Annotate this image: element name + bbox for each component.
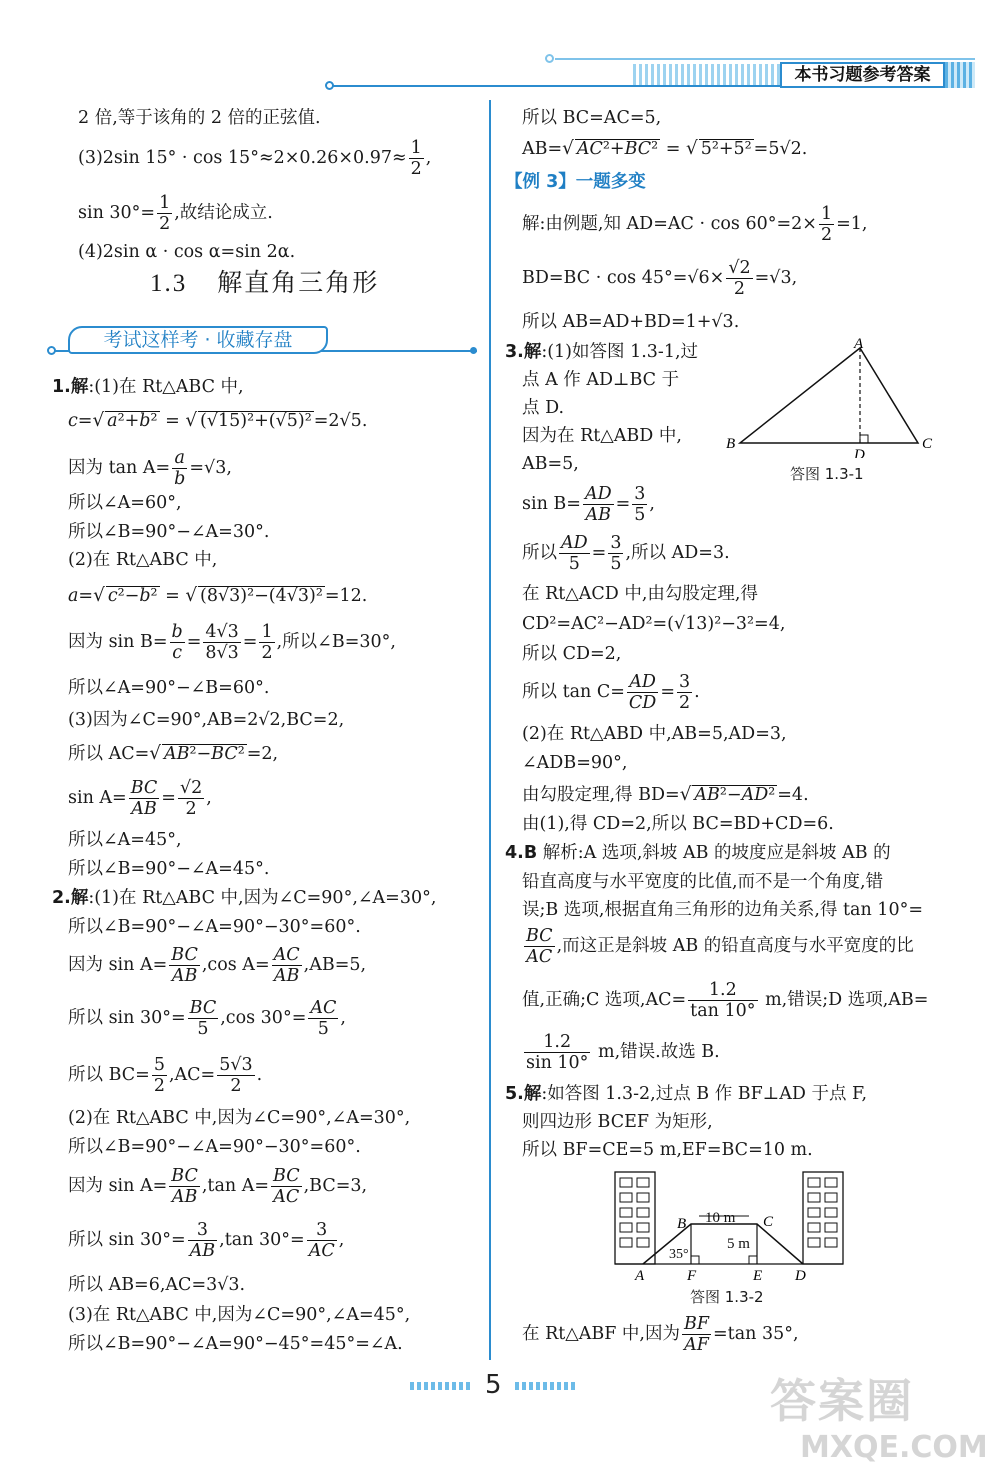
problem-2-line: 所以 sin 30°= $\frac{BC}{5}$ ,cos 30°= $\frac{AC}{5}$ , [68,998,346,1040]
text-line: 解:由例题,知 AD=AC · cos 60°=2× $\frac{1}{2}$ =1, [522,204,868,246]
label-angle: 35° [669,1247,689,1262]
right-angle-mark [860,435,868,443]
figure-caption: 答图 1.3-1 [790,465,864,483]
problem-1-line: (2)在 Rt△ABC 中, [68,550,218,570]
problem-3-line: 所以 $\frac{AD}{5}$ = $\frac{3}{5}$ ,所以 AD=3. [522,533,730,575]
text-line: (3)2sin 15° · cos 15°≈2×0.26×0.97≈ $\frac{1}{2}$ , [78,138,432,180]
problem-1-line: 所以∠A=90°−∠B=60°. [68,678,270,698]
problem-5-line: 在 Rt△ABF 中,因为 $\frac{BF}{AF}$ =tan 35°, [522,1314,799,1356]
header-title: 本书习题参考答案 [780,62,945,88]
label-c: C [763,1214,774,1230]
problem-2-line: 所以 BC= $\frac{5}{2}$ ,AC= $\frac{5√3}{2}$ . [68,1055,263,1097]
problem-4-line: $\frac{1.2}{\sin 10^\circ}$ m,错误.故选 B. [526,1032,720,1074]
problem-3-line: 3.解:(1)如答图 1.3-1,过 [505,342,699,362]
right-angle-mark [749,1256,757,1264]
slope-figure [605,1168,850,1283]
problem-3-line: 点 A 作 AD⊥BC 于 [522,370,680,390]
problem-1-line: 因为 tan A= $\frac{a}{b}$ =√3, [68,448,232,490]
problem-4-line: 值,正确;C 选项,AC= $\frac{1.2}{\tan 10^\circ}$ m,错误;D 选项,AB= [522,980,929,1022]
problem-3-line: sin B= $\frac{AD}{AB}$ = $\frac{3}{5}$ , [522,484,655,526]
label-d: D [795,1268,806,1283]
problem-3-line: 所以 tan C= $\frac{AD}{CD}$ = $\frac{3}{2}$ . [522,672,700,714]
problem-4-line: 铅直高度与水平宽度的比值,而不是一个角度,错 [522,872,884,892]
section-banner: 考试这样考 · 收藏存盘 [68,326,328,354]
problem-5-line: 则四边形 BCEF 为矩形, [522,1112,713,1132]
problem-1-line: 因为 sin B= $\frac{b}{c}$ = $\frac{4√3}{8√3}$ = $\frac{1}{2}$ ,所以∠B=30°, [68,622,396,664]
problem-3-line: (2)在 Rt△ABD 中,AB=5,AD=3, [522,724,787,744]
problem-1-line: a=√ c²−b² = √ (8√3)²−(4√3)² =12. [68,585,368,606]
problem-2-line: 所以 sin 30°= $\frac{3}{AB}$ ,tan 30°= $\frac{3}{AC}$ , [68,1220,345,1262]
problem-3-line: CD²=AC²−AD²=(√13)²−3²=4, [522,614,786,634]
windows-left [620,1178,649,1247]
label-c: C [922,436,933,452]
problem-1-line: (3)因为∠C=90°,AB=2√2,BC=2, [68,710,345,730]
page-number: 5 [485,1370,502,1400]
footer-decoration [410,1382,470,1390]
watermark-url: MXQE.COM [800,1430,988,1465]
problem-3-line: 因为在 Rt△ABD 中, [522,426,682,446]
problem-5-line: 5.解:如答图 1.3-2,过点 B 作 BF⊥AD 于点 F, [505,1084,868,1104]
problem-3-line: 所以 CD=2, [522,644,622,664]
text-line: 所以 AB=AD+BD=1+√3. [522,312,740,332]
problem-2-line: 所以∠B=90°−∠A=90°−45°=45°=∠A. [68,1334,403,1354]
problem-3-line: 由勾股定理,得 BD=√ AB²−AD² =4. [522,784,809,805]
label-b: B [726,436,736,452]
text-line: (4)2sin α · cos α=sin 2α. [78,242,296,262]
problem-2-line: 所以∠B=90°−∠A=90°−30°=60°. [68,1137,361,1157]
problem-2-line: (3)在 Rt△ABC 中,因为∠C=90°,∠A=45°, [68,1305,411,1325]
figure-caption: 答图 1.3-2 [690,1288,764,1306]
problem-1-line: 所以 AC=√ AB²−BC² =2, [68,743,279,764]
text-line: AB=√ AC²+BC² = √ 5²+5² =5√2. [522,138,808,159]
problem-4-line: $\frac{BC}{AC}$ ,而这正是斜坡 AB 的铅直高度与水平宽度的比 [526,926,914,968]
problem-3-line: 由(1),得 CD=2,所以 BC=BD+CD=6. [522,814,834,834]
problem-4-line: 4.B 解析:A 选项,斜坡 AB 的坡度应是斜坡 AB 的 [505,843,891,863]
problem-1-line: c=√ a²+b² = √ (√15)²+(√5)² =2√5. [68,410,368,431]
label-a: A [854,338,864,352]
text-line: 所以 BC=AC=5, [522,108,662,128]
windows-right [808,1178,837,1247]
problem-2-line: 2.解:(1)在 Rt△ABC 中,因为∠C=90°,∠A=30°, [52,888,437,908]
dam-profile [643,1224,803,1264]
label-a: A [635,1268,645,1283]
problem-1-line: 1.解:(1)在 Rt△ABC 中, [52,377,244,397]
problem-3-line: 在 Rt△ACD 中,由勾股定理,得 [522,584,758,604]
watermark-logo: 答案圈 [770,1374,914,1428]
problem-2-line: (2)在 Rt△ABC 中,因为∠C=90°,∠A=30°, [68,1108,411,1128]
label-top: 10 m [705,1210,736,1226]
label-d: D [854,447,865,458]
problem-3-line: 点 D. [522,398,565,418]
problem-1-line: 所以∠A=45°, [68,830,182,850]
label-e: E [753,1268,763,1283]
right-angle-mark [691,1256,699,1264]
section-title: 1.3 解直角三角形 [150,268,380,297]
triangle-shape [740,348,918,443]
triangle-figure [720,338,940,458]
problem-1-line: 所以∠B=90°−∠A=45°. [68,859,270,879]
text-line: sin 30°= $\frac{1}{2}$ ,故结论成立. [78,193,273,235]
problem-3-line: ∠ADB=90°, [522,753,628,773]
problem-4-line: 误;B 选项,根据直角三角形的边角关系,得 tan 10°= [522,900,923,920]
problem-1-line: 所以∠B=90°−∠A=30°. [68,522,270,542]
label-b: B [677,1216,687,1232]
text-line: 2 倍,等于该角的 2 倍的正弦值. [78,108,321,128]
problem-2-line: 所以∠B=90°−∠A=90°−30°=60°. [68,917,361,937]
problem-2-line: 因为 sin A= $\frac{BC}{AB}$ ,cos A= $\frac{AC}{AB}$ ,AB=5, [68,945,367,987]
text-line: BD=BC · cos 45°=√6× $\frac{√2}{2}$ =√3, [522,258,798,300]
problem-2-line: 因为 sin A= $\frac{BC}{AB}$ ,tan A= $\frac{BC}{AC}$ ,BC=3, [68,1166,368,1208]
problem-1-line: sin A= $\frac{BC}{AB}$ = $\frac{√2}{2}$ , [68,778,212,820]
problem-5-line: 所以 BF=CE=5 m,EF=BC=10 m. [522,1140,813,1160]
problem-3-line: AB=5, [522,454,579,474]
example-tag: 【例 3】一题多变 [505,172,646,192]
footer-decoration [515,1382,575,1390]
problem-1-line: 所以∠A=60°, [68,493,182,513]
page-footer [410,1370,590,1400]
label-side: 5 m [727,1236,750,1252]
problem-2-line: 所以 AB=6,AC=3√3. [68,1275,246,1295]
label-f: F [687,1268,697,1283]
